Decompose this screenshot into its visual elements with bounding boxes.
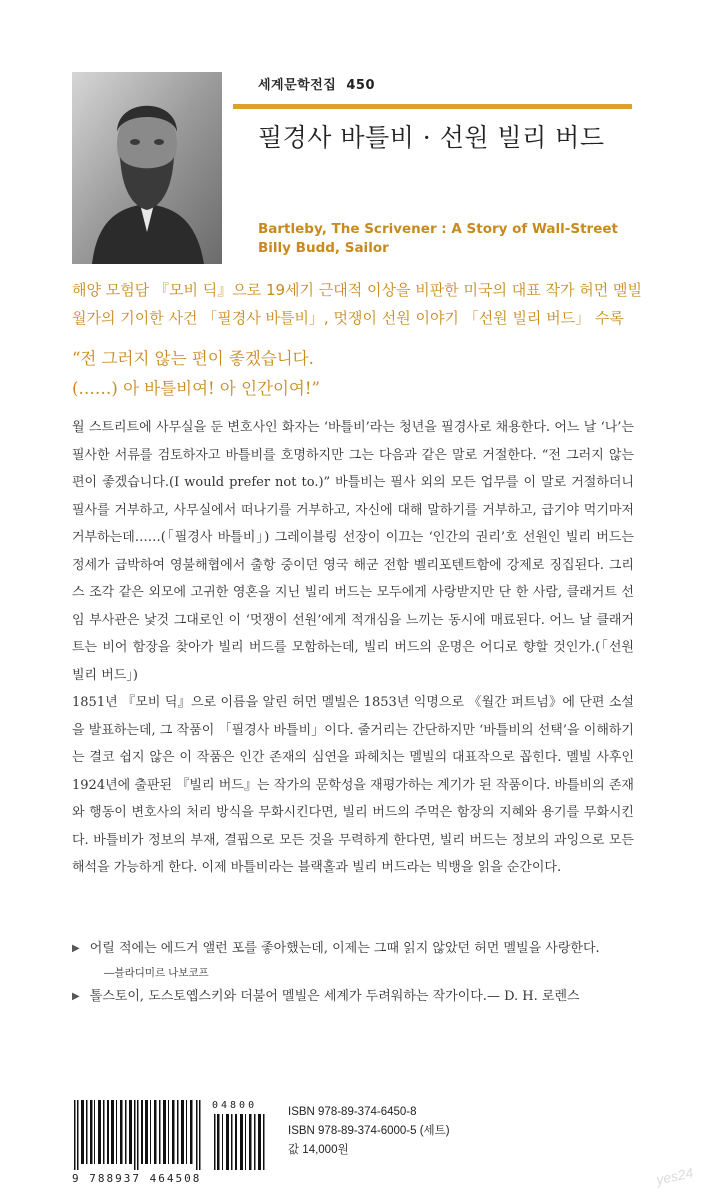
praise-text: 톨스토이, 도스토옙스키와 더불어 멜빌은 세계가 두려워하는 작가이다.— D. H. 로렌스	[89, 989, 580, 1004]
synopsis-paragraph-2: 1851년 『모비 딕』으로 이름을 알린 허먼 멜빌은 1853년 익명으로 《월간 퍼트넘》에 단편 소설을 발표하는데, 그 작품이 「필경사 바틀비」이다. 줄거리는 간단하지만 ‘바틀비의 선택’을 이해하기는 결코 쉽지 않은 이 작품은 인간 존재의 심연을 파헤치는 멜빌의 대표작으로 꼽힌다. 멜빌 사후인 1924년에 출판된 『빌리 버드』는 작가의 문학성을 재평가하는 계기가 된 작품이다. 바틀비의 존재와 행동이 변호사의 처리 방식을 무화시킨다면, 빌리 버드의 주먹은 함장의 지혜와 용기를 무화시킨다. 바틀비가 정보의 부재, 결핍으로 모든 것을 무력하게 한다면, 빌리 버드는 정보의 과잉으로 모든 해석을 가능하게 한다. 이제 바틀비라는 블랙홀과 빌리 버드라는 빅뱅을 읽을 순간이다.	[72, 695, 634, 875]
praise-list	[72, 938, 642, 1008]
praise-text: 어릴 적에는 에드거 앨런 포를 좋아했는데, 이제는 그때 읽지 않았던 허먼 멜빌을 사랑한다.	[89, 941, 600, 956]
barcode-digits: 9 788937 464508	[72, 1172, 202, 1185]
original-title-line2: Billy Budd, Sailor	[258, 240, 389, 256]
original-title	[258, 220, 618, 258]
synopsis-paragraph-1: 월 스트리트에 사무실을 둔 변호사인 화자는 ‘바틀비’라는 청년을 필경사로 채용한다. 어느 날 ‘나’는 필사한 서류를 검토하자고 바틀비를 호명하지만 그는 다음과 같은 말로 거절한다. “전 그러지 않는 편이 좋겠습니다.(I would prefer not to.)” 바틀비는 필사 외의 모든 업무를 이 말로 거절하더니 필사를 거부하고, 사무실에서 떠나기를 거부하고, 자신에 대해 말하기를 거부하고, 급기야 먹기마저 거부하는데……(「필경사 바틀비」) 그레이블링 선장이 이끄는 ‘인간의 권리’호 선원인 빌리 버드는 정세가 급박하여 영불해협에서 출항 중이던 영국 해군 전함 벨리포텐트함에 강제로 징집된다. 그리스 조각 같은 외모에 고귀한 영혼을 지닌 빌리 버드는 모두에게 사랑받지만 단 한 사람, 클래거트 선임 부사관은 낯것 그대로인 이 ‘멋쟁이 선원’에게 적개심을 느끼는 동시에 매료된다. 어느 날 클래거트는 비어 함장을 찾아가 빌리 버드를 모함하는데, 빌리 버드의 운명은 어디로 향할 것인가.(「선원 빌리 버드」)	[72, 420, 634, 683]
pull-quote	[72, 344, 320, 404]
praise-attribution: —블라디미르 나보코프	[104, 967, 209, 979]
author-portrait	[72, 72, 222, 264]
praise-item	[72, 938, 642, 960]
isbn-line2: ISBN 978-89-374-6000-5 (세트)	[288, 1125, 450, 1137]
triangle-right-icon: ▶	[72, 991, 80, 1002]
praise-item	[72, 986, 642, 1008]
isbn-line1: ISBN 978-89-374-6450-8	[288, 1106, 417, 1118]
quote-line1: “전 그러지 않는 편이 좋겠습니다.	[72, 349, 314, 368]
watermark: yes24	[654, 1164, 695, 1188]
series-number: 450	[346, 78, 375, 93]
barcode	[72, 1100, 268, 1188]
title-rule	[233, 104, 632, 109]
series-label	[258, 74, 375, 93]
lead-line2: 월가의 기이한 사건 「필경사 바틀비」, 멋쟁이 선원 이야기 「선원 빌리 버드」 수록	[72, 309, 624, 327]
lead-line1: 해양 모험담 『모비 딕』으로 19세기 근대적 이상을 비판한 미국의 대표 작가 허먼 멜빌	[72, 281, 642, 299]
lead-copy	[72, 276, 642, 332]
original-title-line1: Bartleby, The Scrivener : A Story of Wall-Street	[258, 221, 618, 237]
isbn-block	[288, 1103, 450, 1160]
ean-barcode-bars	[72, 1100, 202, 1170]
quote-line2: (……) 아 바틀비여! 아 인간이여!”	[72, 379, 320, 398]
price: 값 14,000원	[288, 1144, 349, 1156]
triangle-right-icon: ▶	[72, 943, 80, 954]
synopsis	[72, 414, 634, 882]
addon-digits: 04800	[212, 1100, 258, 1111]
series-name: 세계문학전집	[258, 78, 337, 93]
book-title: 필경사 바틀비 · 선원 빌리 버드	[258, 123, 605, 152]
